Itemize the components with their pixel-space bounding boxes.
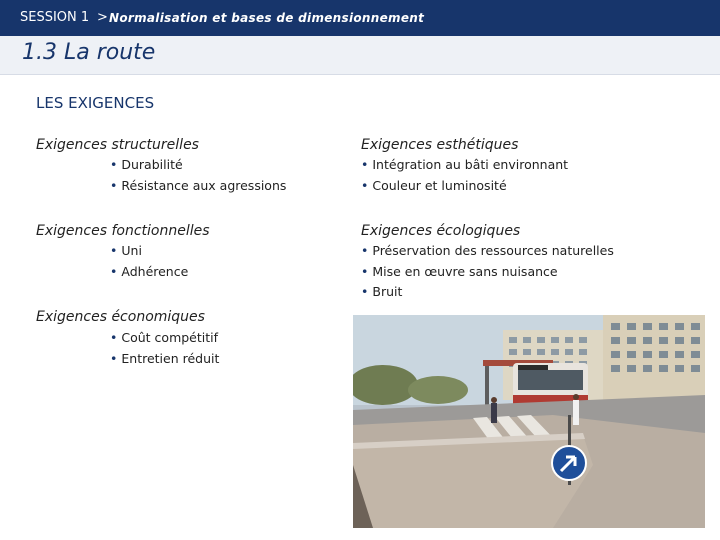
list-fonctionnelles	[110, 241, 188, 282]
bullet-icon: •	[110, 330, 118, 345]
bullet-icon: •	[110, 350, 118, 366]
list-item-text: Entretien réduit	[121, 350, 220, 366]
page-title: 1.3 La route	[22, 40, 156, 65]
list-item-text: Préservation des ressources naturelles	[372, 243, 614, 258]
list-item-text: Durabilité	[121, 157, 183, 172]
list-item	[110, 328, 219, 349]
list-item	[361, 155, 568, 176]
list-item-text: Coût compétitif	[121, 330, 219, 345]
list-item-text: Mise en œuvre sans nuisance	[372, 263, 558, 279]
list-item	[110, 349, 219, 370]
bullet-icon: •	[110, 177, 118, 193]
bullet-icon: •	[110, 243, 118, 258]
group-title-fonctionnelles: Exigences fonctionnelles	[36, 223, 210, 239]
group-title-structurelles: Exigences structurelles	[36, 137, 199, 153]
bullet-icon: •	[361, 177, 369, 193]
list-item	[361, 176, 568, 197]
group-title-esthetiques: Exigences esthétiques	[361, 137, 519, 153]
list-esthetiques	[361, 155, 568, 196]
group-title-economiques: Exigences économiques	[36, 309, 205, 325]
bullet-icon: •	[110, 263, 118, 279]
road-photo	[353, 315, 705, 528]
list-item	[361, 282, 614, 303]
breadcrumb-separator: >	[97, 10, 108, 25]
section-heading: LES EXIGENCES	[36, 94, 155, 112]
list-item-text: Bruit	[372, 284, 403, 299]
list-ecologiques	[361, 241, 614, 303]
session-label: SESSION 1	[20, 10, 90, 25]
bullet-icon: •	[361, 284, 369, 299]
bullet-icon: •	[361, 157, 369, 172]
list-item	[110, 155, 286, 176]
list-item	[110, 262, 188, 283]
session-subtitle: Normalisation et bases de dimensionnement	[109, 11, 425, 25]
road-scene-image	[353, 315, 705, 528]
list-item-text: Intégration au bâti environnant	[372, 157, 569, 172]
bullet-icon: •	[361, 263, 369, 279]
title-bar	[0, 36, 720, 75]
bullet-icon: •	[361, 243, 369, 258]
list-item-text: Adhérence	[121, 263, 189, 279]
list-item-text: Uni	[121, 243, 142, 258]
list-item	[110, 176, 286, 197]
list-item-text: Résistance aux agressions	[121, 177, 287, 193]
group-title-ecologiques: Exigences écologiques	[361, 223, 521, 239]
header-bar	[0, 0, 720, 36]
list-item	[361, 241, 614, 262]
bullet-icon: •	[110, 157, 118, 172]
list-structurelles	[110, 155, 286, 196]
list-item	[361, 262, 614, 283]
list-item	[110, 241, 188, 262]
list-economiques	[110, 328, 219, 369]
list-item-text: Couleur et luminosité	[372, 177, 507, 193]
